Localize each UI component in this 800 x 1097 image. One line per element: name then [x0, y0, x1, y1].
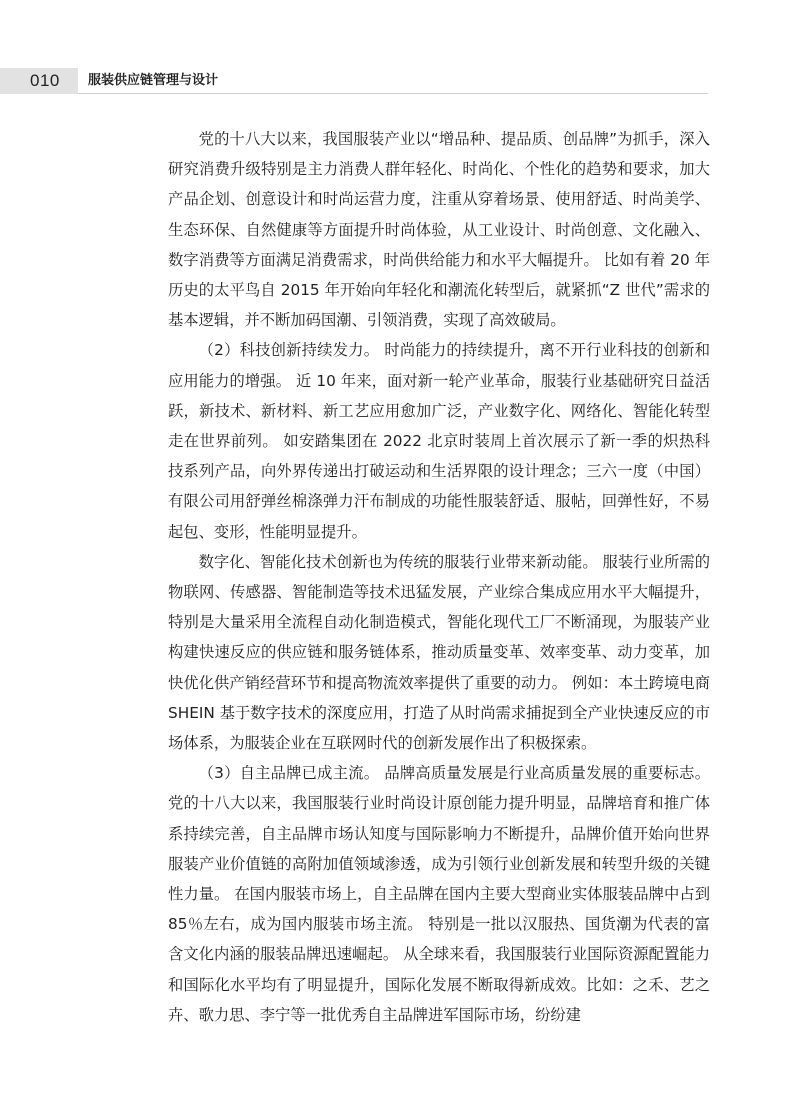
paragraph-digital-intelligence: 数字化、智能化技术创新也为传统的服装行业带来新动能。 服装行业所需的物联网、传感器、智能制造等技术迅猛发展，产业综合集成应用水平大幅提升，特别是大量采用全流程自动化制造模式，智能化现代工厂不断涌现，为服装产业构建快速反应的供应链和服务链体系，推动质量变革、效率变革、动力变革，加快优化供产销经营环节和提高物流效率提供了重要的动力。 例如：本土跨境电商 SHEIN 基于数字技术的深度应用，打造了从时尚需求捕捉到全产业快速反应的市场体系，为服装企业在互联网时代的创新发展作出了积极探索。	[168, 552, 710, 753]
paragraph-fashion-supply: 党的十八大以来，我国服装产业以“增品种、提品质、创品牌”为抓手，深入研究消费升级特别是主力消费人群年轻化、时尚化、个性化的趋势和要求，加大产品企划、创意设计和时尚运营力度，注重从穿着场景、使用舒适、时尚美学、生态环保、自然健康等方面提升时尚体验，从工业设计、时尚创意、文化融入、数字消费等方面满足消费需求，时尚供给能力和水平大幅提升。 比如有着 20 年历史的太平鸟自 2015 年开始向年轻化和潮流化转型后，就紧抓“Z 世代”需求的基本逻辑，并不断加码国潮、引领消费，实现了高效破局。	[168, 130, 710, 330]
paragraph-own-brands: （3）自主品牌已成主流。 品牌高质量发展是行业高质量发展的重要标志。 党的十八大以来，我国服装行业时尚设计原创能力提升明显，品牌培育和推广体系持续完善，自主品牌市场认知度与国际影响力不断提升，品牌价值开始向世界服装产业价值链的高附加值领域渗透，成为引领行业创新发展和转型升级的关键性力量。 在国内服装市场上，自主品牌在国内主要大型商业实体服装品牌中占到 85％左右，成为国内服装市场主流。 特别是一批以汉服热、国货潮为代表的富含文化内涵的服装品牌迅速崛起。 从全球来看，我国服装行业国际资源配置能力和国际化水平均有了明显提升，国际化发展不断取得新成效。比如：之禾、艺之卉、歌力思、李宁等一批优秀自主品牌进军国际市场，纷纷建	[168, 764, 710, 1024]
header-rule	[78, 93, 708, 94]
body-text	[168, 124, 710, 1030]
page-number: 010	[30, 71, 60, 90]
paragraph-tech-innovation: （2）科技创新持续发力。 时尚能力的持续提升，离不开行业科技的创新和应用能力的增强。 近 10 年来，面对新一轮产业革命，服装行业基础研究日益活跃，新技术、新材料、新工艺应用愈加广泛，产业数字化、网络化、智能化转型走在世界前列。 如安踏集团在 2022 北京时装周上首次展示了新一季的炽热科技系列产品，向外界传递出打破运动和生活界限的设计理念；三六一度（中国）有限公司用舒弹丝棉涤弹力汗布制成的功能性服装舒适、服帖，回弹性好，不易起包、变形，性能明显提升。	[168, 341, 710, 541]
running-book-title: 服装供应链管理与设计	[88, 73, 219, 88]
